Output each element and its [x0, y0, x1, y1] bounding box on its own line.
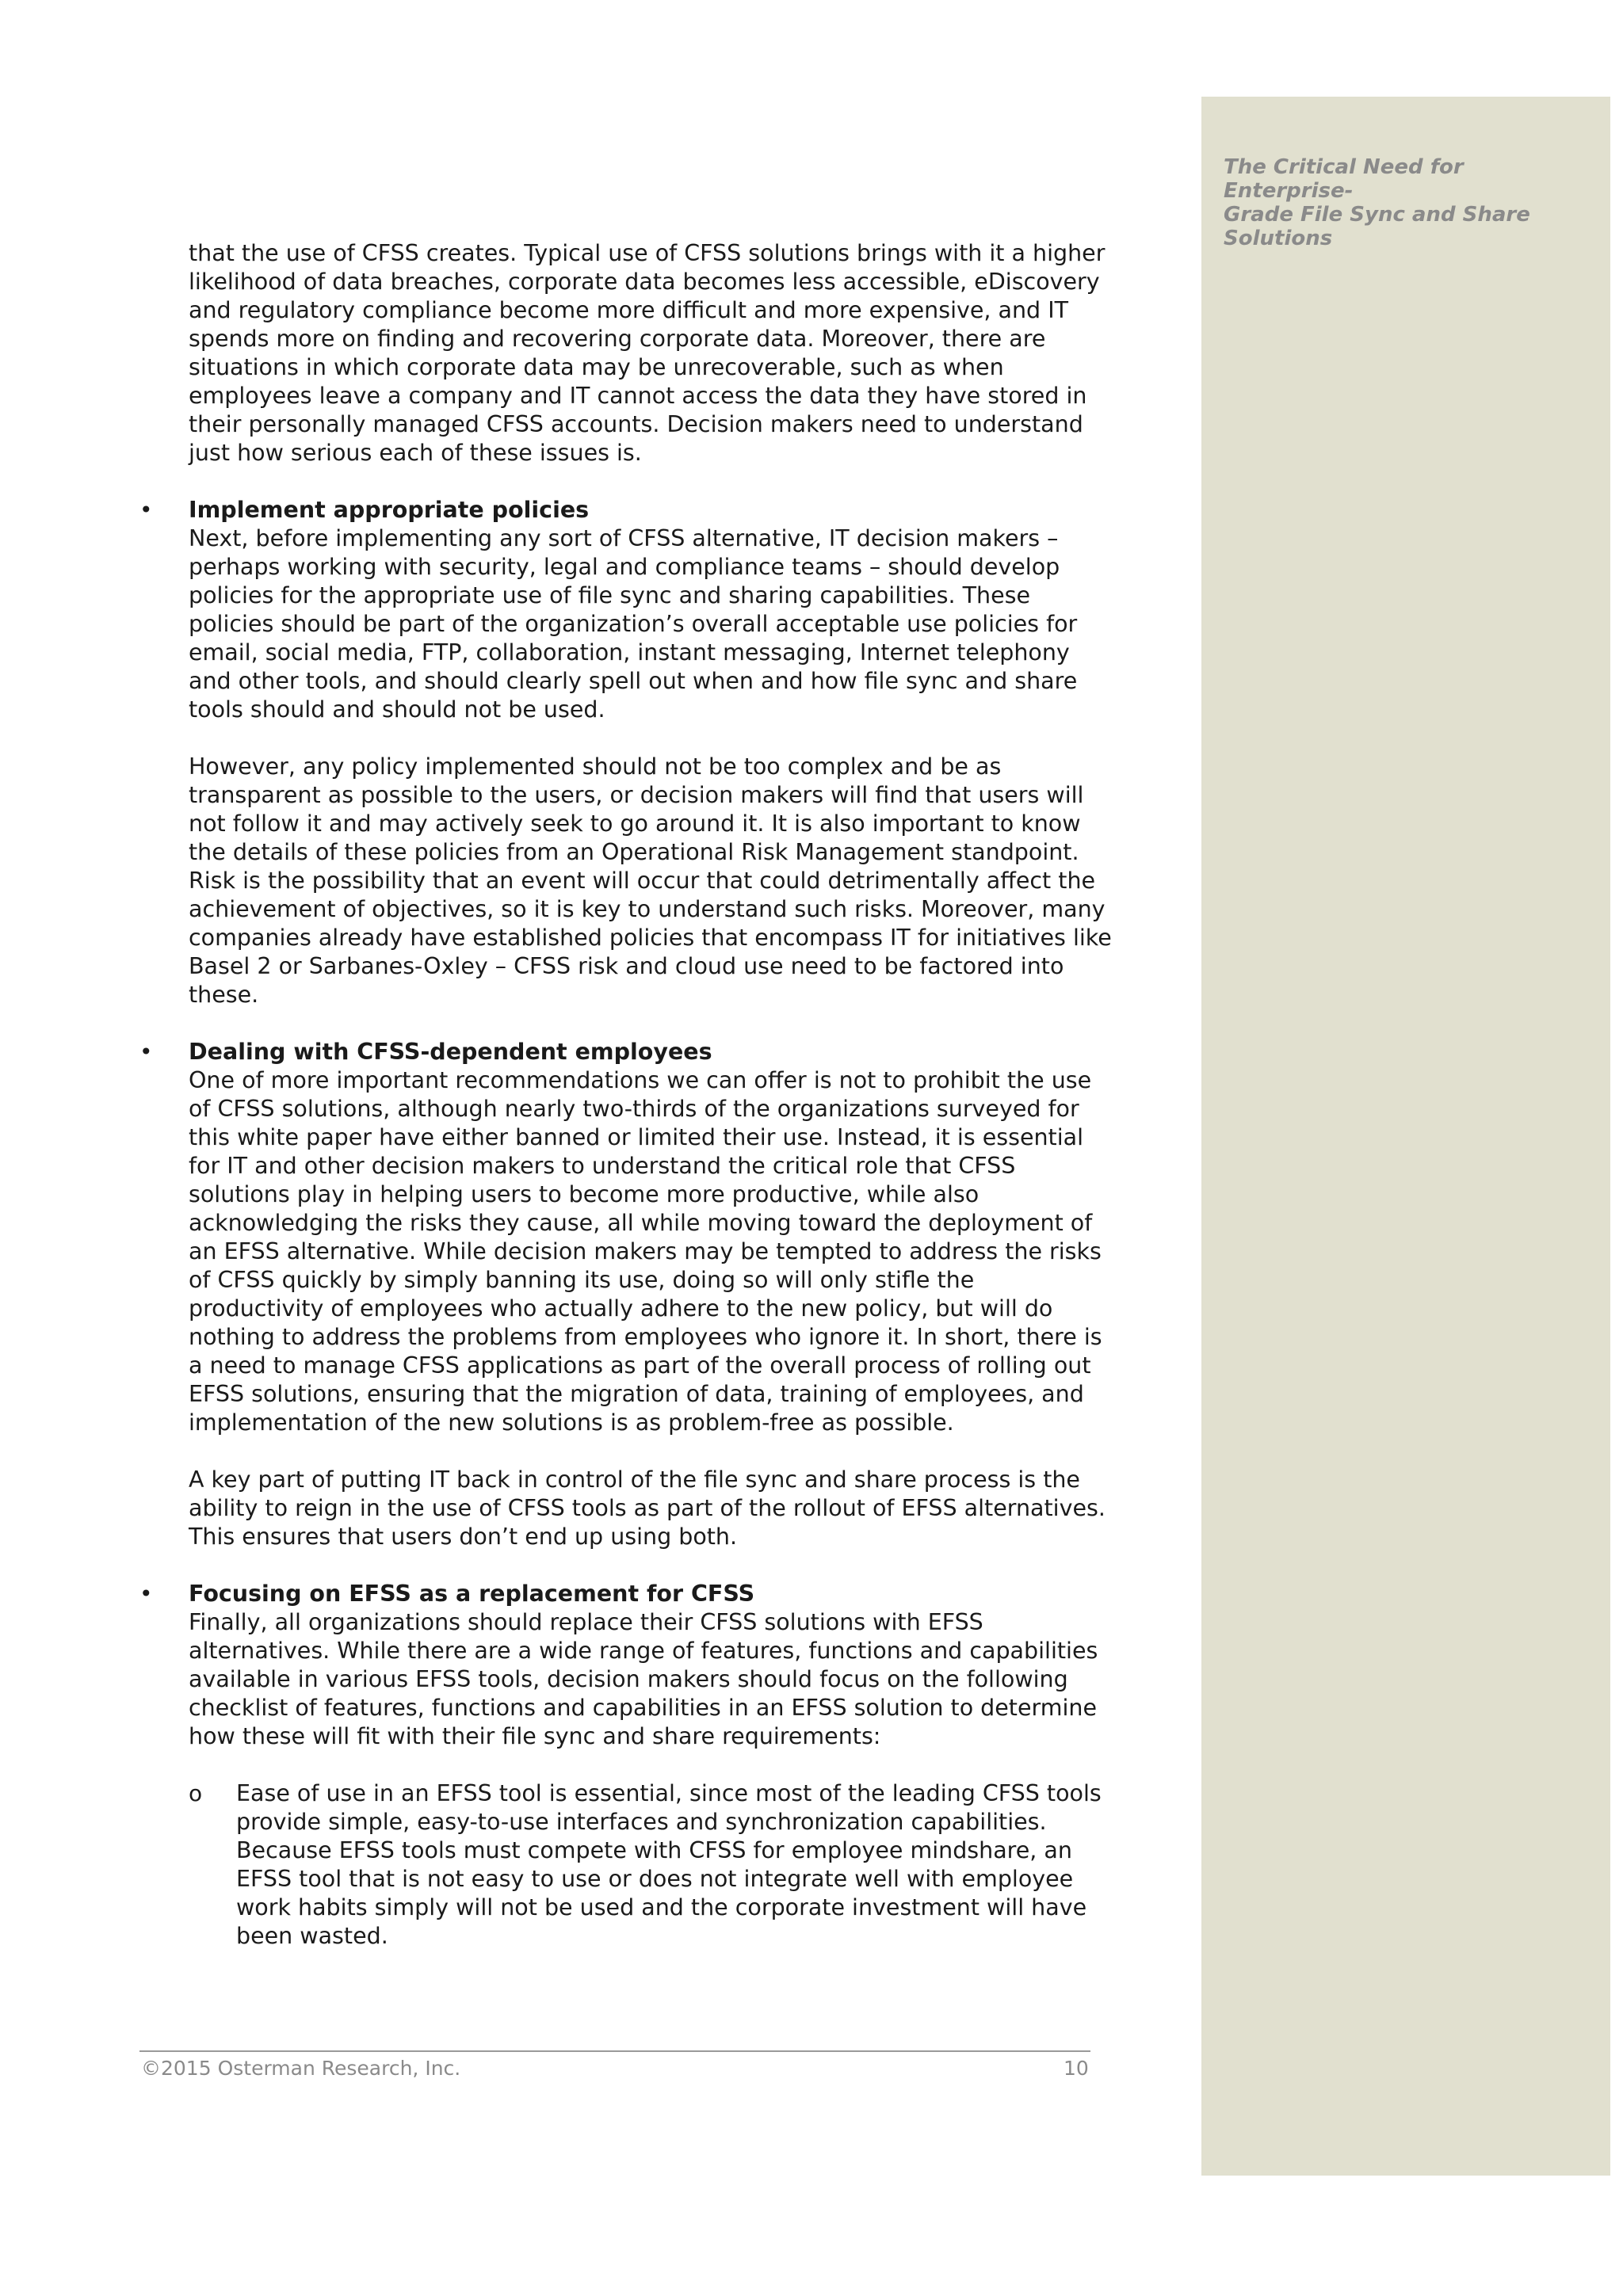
paragraph-line: This ensures that users don’t end up using both. [189, 1524, 738, 1550]
paragraph-line: policies for the appropriate use of file sync and sharing capabilities. These [189, 582, 1031, 608]
paragraph-line: EFSS solutions, ensuring that the migration of data, training of employees, and [189, 1381, 1084, 1407]
paragraph-line: productivity of employees who actually adhere to the new policy, but will do [189, 1295, 1053, 1322]
bullet-marker: • [139, 497, 153, 523]
paragraph-line: these. [189, 982, 259, 1008]
sub-item-line: provide simple, easy-to-use interfaces and synchronization capabilities. [236, 1809, 1047, 1835]
paragraph-line: policies should be part of the organization’s overall acceptable use policies for [189, 611, 1078, 637]
sidebar-panel [1201, 97, 1610, 2176]
intro-line: that the use of CFSS creates. Typical use of CFSS solutions brings with it a higher [189, 240, 1106, 266]
section-heading: Dealing with CFSS-dependent employees [189, 1039, 712, 1065]
sub-item-line: been wasted. [236, 1923, 388, 1949]
paragraph-line: solutions play in helping users to become more productive, while also [189, 1181, 980, 1207]
paragraph-line: email, social media, FTP, collaboration, instant messaging, Internet telephony [189, 639, 1070, 666]
sub-item-line: Because EFSS tools must compete with CFSS for employee mindshare, an [236, 1837, 1072, 1863]
paragraph-line: and other tools, and should clearly spell out when and how file sync and share [189, 668, 1078, 694]
paragraph-line: available in various EFSS tools, decision makers should focus on the following [189, 1666, 1068, 1692]
paragraph-line: of CFSS quickly by simply banning its use, doing so will only stifle the [189, 1267, 975, 1293]
paragraph-line: a need to manage CFSS applications as part of the overall process of rolling out [189, 1352, 1091, 1379]
bullet-marker: • [139, 1039, 153, 1065]
intro-line: spends more on finding and recovering corporate data. Moreover, there are [189, 326, 1046, 352]
sub-item-line: work habits simply will not be used and the corporate investment will have [236, 1894, 1087, 1920]
intro-line: just how serious each of these issues is. [189, 440, 642, 466]
paragraph-line: One of more important recommendations we can offer is not to prohibit the use [189, 1067, 1092, 1093]
paragraph-line: Basel 2 or Sarbanes-Oxley – CFSS risk and cloud use need to be factored into [189, 953, 1064, 979]
paragraph-line: Next, before implementing any sort of CFSS alternative, IT decision makers – [189, 525, 1059, 551]
intro-line: employees leave a company and IT cannot access the data they have stored in [189, 383, 1087, 409]
paragraph-line: A key part of putting IT back in control of the file sync and share process is the [189, 1466, 1080, 1493]
paragraph-line: alternatives. While there are a wide range of features, functions and capabilities [189, 1638, 1098, 1664]
paragraph-line: achievement of objectives, so it is key to understand such risks. Moreover, many [189, 896, 1106, 922]
paragraph-line: tools should and should not be used. [189, 696, 605, 723]
sub-bullet-marker: o [189, 1780, 203, 1806]
paragraph-line: However, any policy implemented should not be too complex and be as [189, 753, 1002, 780]
sidebar-title-line: Solutions [1224, 227, 1333, 250]
paragraph-line: nothing to address the problems from employees who ignore it. In short, there is [189, 1324, 1102, 1350]
paragraph-line: Risk is the possibility that an event will occur that could detrimentally affect the [189, 868, 1096, 894]
paragraph-line: Finally, all organizations should replace their CFSS solutions with EFSS [189, 1609, 983, 1635]
paragraph-line: implementation of the new solutions is as problem-free as possible. [189, 1409, 954, 1436]
intro-line: and regulatory compliance become more difficult and more expensive, and IT [189, 297, 1069, 323]
sidebar-title [1224, 155, 1596, 250]
paragraph-line: acknowledging the risks they cause, all while moving toward the deployment of [189, 1210, 1093, 1236]
intro-line: their personally managed CFSS accounts. Decision makers need to understand [189, 411, 1083, 437]
sidebar-title-line: The Critical Need for Enterprise- [1224, 155, 1464, 203]
paragraph-line: of CFSS solutions, although nearly two-thirds of the organizations surveyed for [189, 1096, 1079, 1122]
sub-item-line: Ease of use in an EFSS tool is essential, since most of the leading CFSS tools [236, 1780, 1102, 1806]
paragraph-line: checklist of features, functions and capabilities in an EFSS solution to determine [189, 1695, 1098, 1721]
bullet-marker: • [139, 1581, 153, 1607]
paragraph-line: an EFSS alternative. While decision makers may be tempted to address the risks [189, 1238, 1102, 1264]
section-heading: Implement appropriate policies [189, 497, 590, 523]
footer-copyright: ©2015 Osterman Research, Inc. [141, 2057, 461, 2080]
intro-line: likelihood of data breaches, corporate data becomes less accessible, eDiscovery [189, 269, 1100, 295]
intro-line: situations in which corporate data may be unrecoverable, such as when [189, 354, 1004, 380]
paragraph-line: ability to reign in the use of CFSS tools as part of the rollout of EFSS alternatives. [189, 1495, 1106, 1521]
paragraph-line: for IT and other decision makers to understand the critical role that CFSS [189, 1153, 1016, 1179]
paragraph-line: how these will fit with their file sync and share requirements: [189, 1723, 881, 1749]
paragraph-line: transparent as possible to the users, or decision makers will find that users will [189, 782, 1084, 808]
paragraph-line: the details of these policies from an Operational Risk Management standpoint. [189, 839, 1079, 865]
footer-divider [139, 2050, 1090, 2052]
sub-item-line: EFSS tool that is not easy to use or does not integrate well with employee [236, 1866, 1074, 1892]
section-heading: Focusing on EFSS as a replacement for CFSS [189, 1581, 755, 1607]
paragraph-line: not follow it and may actively seek to go around it. It is also important to know [189, 810, 1081, 837]
sidebar-title-line: Grade File Sync and Share [1224, 203, 1530, 227]
paragraph-line: this white paper have either banned or limited their use. Instead, it is essential [189, 1124, 1084, 1150]
footer-page-number: 10 [1064, 2057, 1089, 2080]
paragraph-line: companies already have established policies that encompass IT for initiatives like [189, 925, 1112, 951]
paragraph-line: perhaps working with security, legal and compliance teams – should develop [189, 554, 1060, 580]
